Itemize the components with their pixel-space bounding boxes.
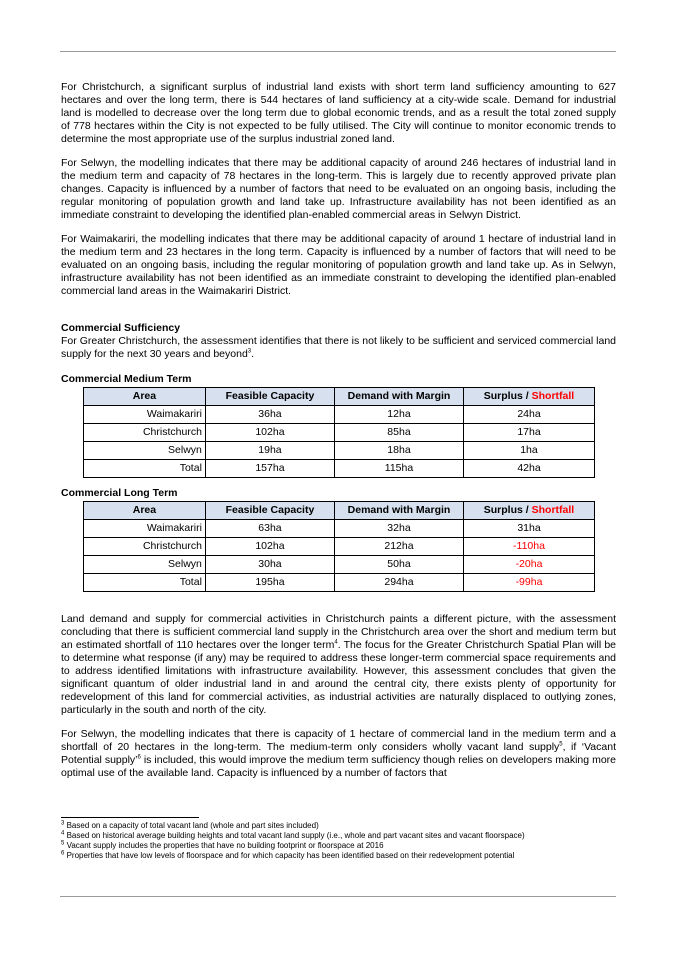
cell-area: Waimakariri [84,520,206,538]
table-row-total [84,460,595,478]
paragraph-selwyn-industrial: For Selwyn, the modelling indicates that there may be additional capacity of around 246 hectares of industrial land in the medium term and capacity of 78 hectares in the long-term. This is largely due to recently approved private plan changes. Capacity is influenced by a number of factors that need to be evaluated on an ongoing basis, including the regular monitoring of population growth and land take up. Infrastructure availability has not been identified as an immediate constraint to developing the identified plan-enabled commercial areas in Selwyn District. [61,157,616,221]
shortfall-label: Shortfall [531,504,575,516]
paragraph-text: Land demand and supply for commercial activities in Christchurch paints a different picture, with the assessment concluding that there is sufficient commercial land supply in the Christchurch area over the short and medium term but an estimated shortfall of 110 hectares over the longer term [61,613,616,651]
paragraph-text: , if ‘Vacant Potential supply’ [61,741,616,766]
cell-feasible: 102ha [205,424,334,442]
footnotes [61,821,621,861]
paragraph-christchurch-industrial: For Christchurch, a significant surplus of industrial land exists with short term land sufficiency amounting to 627 hectares and over the long term, there is 544 hectares of land sufficiency at a city-wide scale. Demand for industrial land is modelled to decrease over the long term due to global economic trends, and as a result the total zoned supply of 778 hectares within the City is not expected to be fully utilised. The City will continue to monitor economic trends to determine the most appropriate use of the surplus industrial zoned land. [61,81,616,145]
cell-shortfall: -20ha [463,556,594,574]
cell-area: Christchurch [84,538,206,556]
cell-feasible: 19ha [205,442,334,460]
cell-surplus: 17ha [463,424,594,442]
cell-area: Selwyn [84,442,206,460]
table-row [84,538,595,556]
table-row [84,406,595,424]
footnote [61,851,621,861]
surplus-label: Surplus / [483,390,529,402]
cell-demand: 294ha [334,574,463,592]
cell-shortfall: -99ha [463,574,594,592]
cell-demand: 115ha [334,460,463,478]
paragraph-text: . The focus for the Greater Christchurch Spatial Plan will be to determine what response (if any) may be required to address these longer-term commercial space requirements and to address identified limitations with infrastructure availability. However, this assessment concludes that given the significant quantum of older industrial land in and around the central city, there exists plenty of opportunity for redevelopment of this land for commercial activities, as industrial activities are naturally displaced to outlying zones, particularly in the south and north of the city. [61,639,617,716]
paragraph-christchurch-commercial [61,613,616,717]
cell-surplus: 31ha [463,520,594,538]
cell-shortfall: -110ha [463,538,594,556]
page-body [61,81,616,791]
cell-area: Selwyn [84,556,206,574]
surplus-label: Surplus / [483,504,529,516]
cell-demand: 32ha [334,520,463,538]
paragraph-greater-christchurch: For Greater Christchurch, the assessment identifies that there is not likely to be sufficient and serviced commercial land supply for the next 30 years and beyond$^3$. [61,335,616,360]
footnote-number: 3 [61,820,65,827]
footnote-number: 6 [61,850,65,857]
footnote-number: 4 [61,830,65,837]
shortfall-label: Shortfall [531,390,575,402]
col-header-feasible: Feasible Capacity [205,502,334,520]
cell-surplus: 42ha [463,460,594,478]
cell-demand: 12ha [334,406,463,424]
cell-feasible: 36ha [205,406,334,424]
cell-feasible: 195ha [205,574,334,592]
col-header-feasible: Feasible Capacity [205,388,334,406]
col-header-surplus [463,502,594,520]
footnote-ref: 3 [247,348,252,355]
medium-term-table [83,387,595,478]
footnote-separator [61,817,199,818]
cell-feasible: 157ha [205,460,334,478]
cell-feasible: 63ha [205,520,334,538]
col-header-area: Area [84,502,206,520]
header-rule [60,51,616,52]
cell-area: Christchurch [84,424,206,442]
section-heading-commercial-sufficiency: Commercial Sufficiency [61,322,181,334]
col-header-area: Area [84,388,206,406]
cell-demand: 212ha [334,538,463,556]
footnote-text: Based on historical average building heights and total vacant land supply (i.e., whole and part vacant sites and vacant floorspace) [66,831,525,840]
long-term-table-title: Commercial Long Term [61,487,178,499]
footnote [61,831,621,841]
cell-area: Total [84,574,206,592]
table-row [84,520,595,538]
long-term-table [83,501,595,592]
footnote-ref: 5 [559,741,563,748]
footnote-text: Vacant supply includes the properties that have no building footprint or floorspace at 2016 [66,841,384,850]
table-header-row [84,388,595,406]
table-row-total [84,574,595,592]
footnote-text: Properties that have low levels of floorspace and for which capacity has been identified based on their redevelopment potential [66,851,515,860]
paragraph-text: is included, this would improve the medium term sufficiency though relies on developers making more optimal use of the available land. Capacity is influenced by a number of factors that [61,754,616,779]
cell-area: Total [84,460,206,478]
footnote [61,841,621,851]
cell-demand: 50ha [334,556,463,574]
table-row [84,424,595,442]
table-row [84,556,595,574]
footnote [61,821,621,831]
cell-feasible: 102ha [205,538,334,556]
col-header-demand: Demand with Margin [334,388,463,406]
footer-rule [60,896,616,897]
cell-demand: 85ha [334,424,463,442]
footnote-text: Based on a capacity of total vacant land (whole and part sites included) [66,821,319,830]
cell-demand: 18ha [334,442,463,460]
cell-surplus: 1ha [463,442,594,460]
paragraph-text: For Greater Christchurch, the assessment identifies that there is not likely to be sufficient and serviced commercial land supply for the next 30 years and beyond [61,335,616,360]
paragraph-waimakariri-industrial: For Waimakariri, the modelling indicates that there may be additional capacity of around 1 hectare of industrial land in the medium term and 23 hectares in the long term. Capacity is influenced by a number of factors that will need to be evaluated on an ongoing basis, including the regular monitoring of population growth and land take up. As in Selwyn, infrastructure availability has not been identified as an immediate constraint to developing the identified plan-enabled commercial land areas in the Waimakariri District. [61,233,616,297]
col-header-demand: Demand with Margin [334,502,463,520]
footnote-ref: 4 [334,639,338,646]
cell-feasible: 30ha [205,556,334,574]
paragraph-text: For Selwyn, the modelling indicates that there is capacity of 1 hectare of commercial land in the medium term and a shortfall of 20 hectares in the long-term. The medium-term only considers wholly vacant land supply [61,728,616,753]
table-row [84,442,595,460]
paragraph-selwyn-commercial [61,728,616,780]
table-header-row [84,502,595,520]
footnote-number: 5 [61,840,65,847]
cell-area: Waimakariri [84,406,206,424]
medium-term-table-title: Commercial Medium Term [61,373,192,385]
cell-surplus: 24ha [463,406,594,424]
col-header-surplus [463,388,594,406]
footnote-ref: 6 [137,754,141,761]
